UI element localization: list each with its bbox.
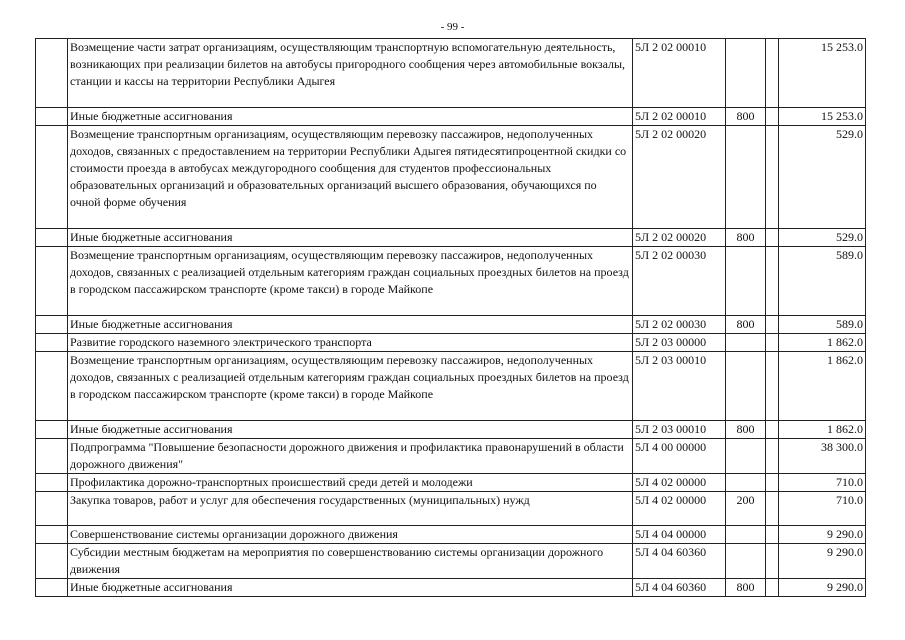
table-row: [36, 439, 866, 474]
target-code-cell: 5Л 4 04 00000: [633, 526, 726, 544]
amount-cell: 529.0: [779, 229, 866, 247]
table-row: [36, 474, 866, 492]
budget-table-body: [36, 39, 866, 597]
target-code-cell: 5Л 2 02 00030: [633, 316, 726, 334]
table-row: [36, 492, 866, 526]
item-name-cell: Иные бюджетные ассигнования: [68, 229, 633, 247]
target-code-cell: 5Л 2 02 00020: [633, 126, 726, 229]
table-row: [36, 421, 866, 439]
spacer-cell: [766, 316, 779, 334]
table-row: [36, 544, 866, 579]
row-number-cell: [36, 316, 68, 334]
spacer-cell: [766, 229, 779, 247]
amount-cell: 9 290.0: [779, 526, 866, 544]
table-row: [36, 526, 866, 544]
expense-type-cell: [726, 474, 766, 492]
amount-cell: 1 862.0: [779, 421, 866, 439]
table-row: [36, 229, 866, 247]
row-number-cell: [36, 439, 68, 474]
item-name-cell: Развитие городского наземного электрического транспорта: [68, 334, 633, 352]
spacer-cell: [766, 439, 779, 474]
target-code-cell: 5Л 4 02 00000: [633, 492, 726, 526]
expense-type-cell: 800: [726, 229, 766, 247]
expense-type-cell: [726, 439, 766, 474]
item-name-cell: Иные бюджетные ассигнования: [68, 421, 633, 439]
spacer-cell: [766, 108, 779, 126]
row-number-cell: [36, 247, 68, 316]
spacer-cell: [766, 544, 779, 579]
target-code-cell: 5Л 4 00 00000: [633, 439, 726, 474]
row-number-cell: [36, 492, 68, 526]
target-code-cell: 5Л 2 02 00010: [633, 39, 726, 108]
row-number-cell: [36, 229, 68, 247]
amount-cell: 1 862.0: [779, 334, 866, 352]
expense-type-cell: 800: [726, 579, 766, 597]
item-name-cell: Закупка товаров, работ и услуг для обеспечения государственных (муниципальных) нужд: [68, 492, 633, 526]
expense-type-cell: [726, 39, 766, 108]
row-number-cell: [36, 352, 68, 421]
item-name-cell: Иные бюджетные ассигнования: [68, 316, 633, 334]
item-name-cell: Субсидии местным бюджетам на мероприятия по совершенствованию системы организации дорожного движения: [68, 544, 633, 579]
table-row: [36, 247, 866, 316]
amount-cell: 710.0: [779, 474, 866, 492]
table-row: [36, 316, 866, 334]
expense-type-cell: 200: [726, 492, 766, 526]
expense-type-cell: [726, 352, 766, 421]
item-name-cell: Иные бюджетные ассигнования: [68, 108, 633, 126]
expense-type-cell: 800: [726, 421, 766, 439]
amount-cell: 9 290.0: [779, 544, 866, 579]
amount-cell: 529.0: [779, 126, 866, 229]
item-name-cell: Совершенствование системы организации дорожного движения: [68, 526, 633, 544]
item-name-cell: Иные бюджетные ассигнования: [68, 579, 633, 597]
table-row: [36, 352, 866, 421]
target-code-cell: 5Л 4 02 00000: [633, 474, 726, 492]
item-name-cell: Профилактика дорожно-транспортных происшествий среди детей и молодежи: [68, 474, 633, 492]
amount-cell: 38 300.0: [779, 439, 866, 474]
amount-cell: 589.0: [779, 316, 866, 334]
amount-cell: 710.0: [779, 492, 866, 526]
amount-cell: 9 290.0: [779, 579, 866, 597]
target-code-cell: 5Л 4 04 60360: [633, 544, 726, 579]
row-number-cell: [36, 39, 68, 108]
table-row: [36, 39, 866, 108]
row-number-cell: [36, 474, 68, 492]
spacer-cell: [766, 352, 779, 421]
expense-type-cell: 800: [726, 316, 766, 334]
row-number-cell: [36, 579, 68, 597]
amount-cell: 1 862.0: [779, 352, 866, 421]
row-number-cell: [36, 108, 68, 126]
table-row: [36, 108, 866, 126]
budget-table: [35, 38, 866, 597]
amount-cell: 15 253.0: [779, 39, 866, 108]
item-name-cell: Возмещение транспортным организациям, осуществляющим перевозку пассажиров, недополученных доходов, связанных с реализацией отдельным категориям граждан социальных проездных билетов на проезд в городском пассажирском транспорте (кроме такси) в городе Майкопе: [68, 247, 633, 316]
expense-type-cell: [726, 544, 766, 579]
expense-type-cell: [726, 126, 766, 229]
item-name-cell: Возмещение транспортным организациям, осуществляющим перевозку пассажиров, недополученных доходов, связанных с предоставлением на территории Республики Адыгея пятидесятипроцентной скидки со стоимости проезда в автобусах междугородного сообщения для студентов профессиональных образовательных организаций и образовательных организаций высшего образования, обучающихся по очной форме обучения: [68, 126, 633, 229]
target-code-cell: 5Л 2 03 00010: [633, 421, 726, 439]
spacer-cell: [766, 421, 779, 439]
spacer-cell: [766, 247, 779, 316]
spacer-cell: [766, 334, 779, 352]
table-row: [36, 579, 866, 597]
expense-type-cell: [726, 247, 766, 316]
item-name-cell: Подпрограмма "Повышение безопасности дорожного движения и профилактика правонарушений в области дорожного движения": [68, 439, 633, 474]
target-code-cell: 5Л 2 02 00020: [633, 229, 726, 247]
item-name-cell: Возмещение транспортным организациям, осуществляющим перевозку пассажиров, недополученных доходов, связанных с реализацией отдельным категориям граждан социальных проездных билетов на проезд в городском пассажирском транспорте (кроме такси) в городе Майкопе: [68, 352, 633, 421]
expense-type-cell: [726, 526, 766, 544]
amount-cell: 589.0: [779, 247, 866, 316]
target-code-cell: 5Л 4 04 60360: [633, 579, 726, 597]
table-row: [36, 334, 866, 352]
spacer-cell: [766, 474, 779, 492]
amount-cell: 15 253.0: [779, 108, 866, 126]
expense-type-cell: 800: [726, 108, 766, 126]
target-code-cell: 5Л 2 03 00010: [633, 352, 726, 421]
spacer-cell: [766, 126, 779, 229]
spacer-cell: [766, 39, 779, 108]
table-row: [36, 126, 866, 229]
target-code-cell: 5Л 2 02 00010: [633, 108, 726, 126]
spacer-cell: [766, 492, 779, 526]
row-number-cell: [36, 544, 68, 579]
page-number: - 99 -: [440, 21, 465, 33]
item-name-cell: Возмещение части затрат организациям, осуществляющим транспортную вспомогательную деятельность, возникающих при реализации билетов на автобусы пригородного сообщения через автомобильные вокзалы, станции и кассы на территории Республики Адыгея: [68, 39, 633, 108]
expense-type-cell: [726, 334, 766, 352]
target-code-cell: 5Л 2 02 00030: [633, 247, 726, 316]
row-number-cell: [36, 526, 68, 544]
spacer-cell: [766, 579, 779, 597]
spacer-cell: [766, 526, 779, 544]
row-number-cell: [36, 421, 68, 439]
target-code-cell: 5Л 2 03 00000: [633, 334, 726, 352]
row-number-cell: [36, 334, 68, 352]
row-number-cell: [36, 126, 68, 229]
